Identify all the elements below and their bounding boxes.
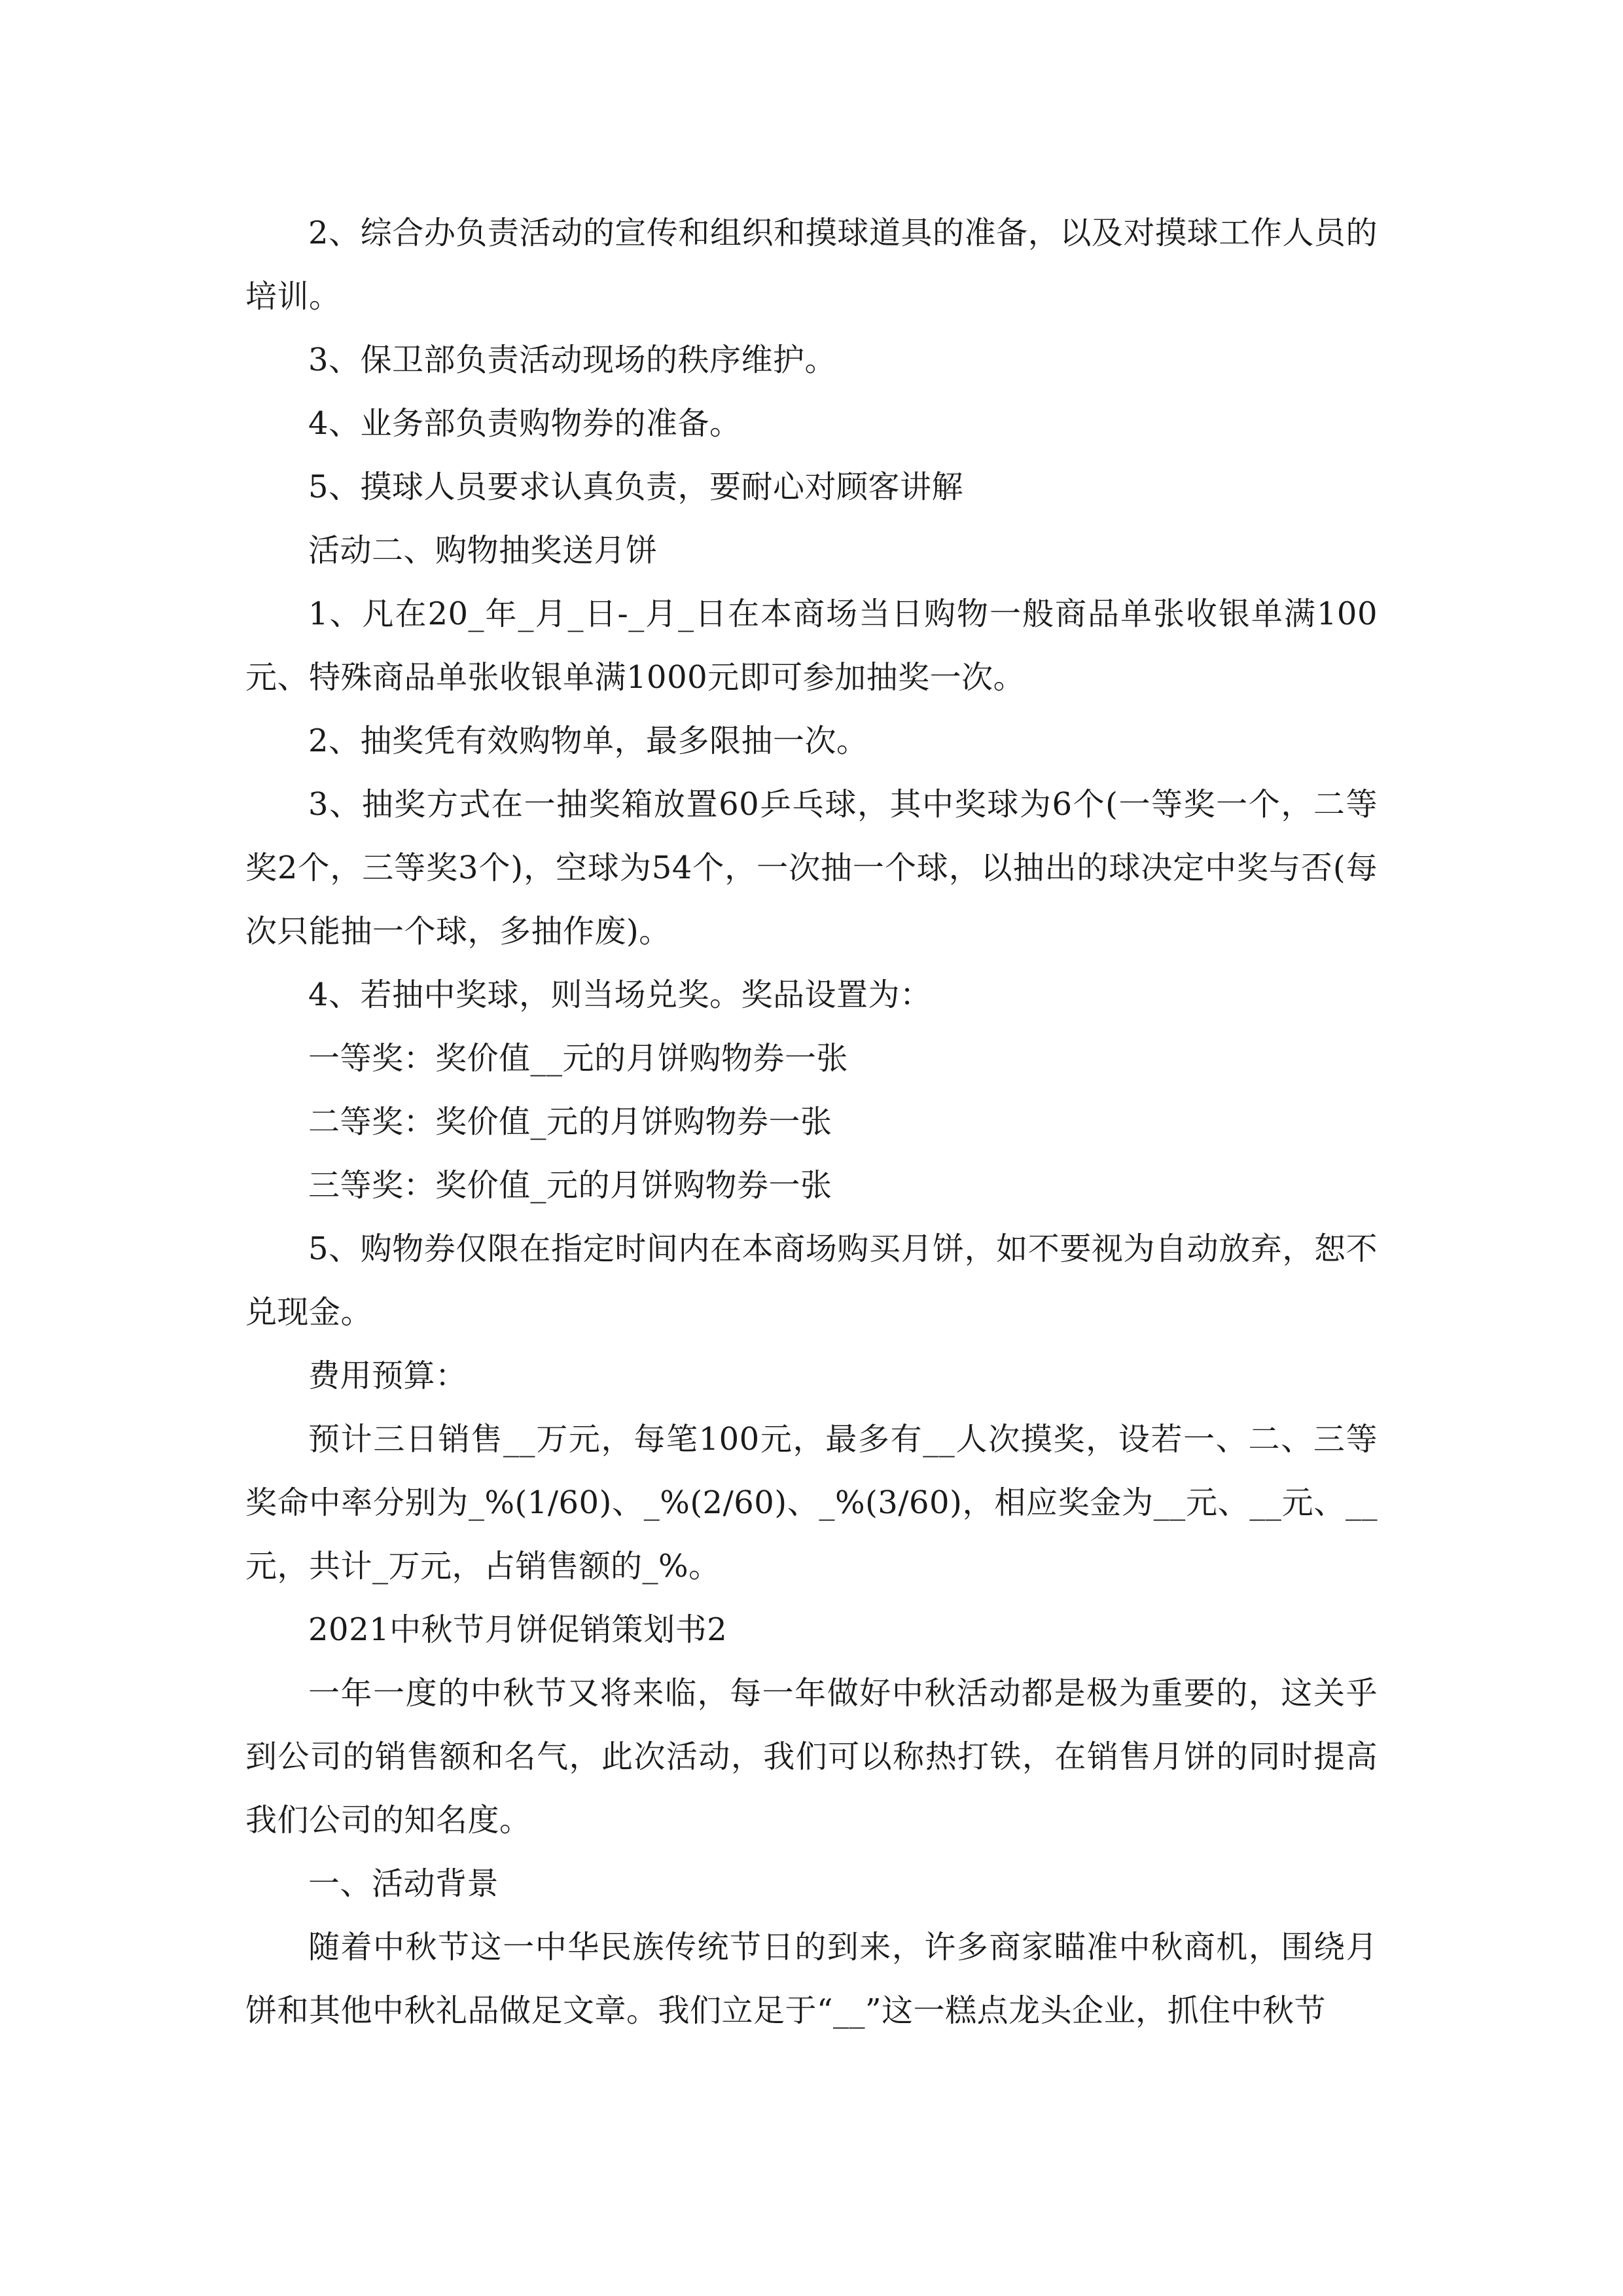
prize-second: 二等奖：奖价值_元的月饼购物券一张 — [308, 1103, 832, 1140]
paragraph-17: 一年一度的中秋节又将来临，每一年做好中秋活动都是极为重要的，这关乎到公司的销售额和名气，此次活动，我们可以称热打铁，在销售月饼的同时提高我们公司的知名度。 — [245, 1675, 1378, 1839]
prize-third: 三等奖：奖价值_元的月饼购物券一张 — [308, 1167, 832, 1204]
paragraph-4: 5、摸球人员要求认真负责，要耐心对顾客讲解 — [308, 469, 964, 505]
paragraph-13: 5、购物券仅限在指定时间内在本商场购买月饼，如不要视为自动放弃，恕不兑现金。 — [245, 1230, 1378, 1331]
paragraph-8: 3、抽奖方式在一抽奖箱放置60乒乓球，其中奖球为6个(一等奖一个，二等奖2个，三等奖3个)，空球为54个，一次抽一个球，以抽出的球决定中奖与否(每次只能抽一个球，多抽作废)。 — [245, 786, 1378, 950]
paragraph-7: 2、抽奖凭有效购物单，最多限抽一次。 — [308, 723, 868, 759]
document-body — [245, 202, 1378, 2043]
paragraph-9: 4、若抽中奖球，则当场兑奖。奖品设置为： — [308, 977, 932, 1013]
section-heading-activity-2: 活动二、购物抽奖送月饼 — [308, 532, 658, 569]
section-heading-background: 一、活动背景 — [308, 1865, 499, 1902]
document-subtitle: 2021中秋节月饼促销策划书2 — [308, 1611, 728, 1648]
paragraph-2: 3、保卫部负责活动现场的秩序维护。 — [308, 342, 837, 378]
paragraph-15: 预计三日销售__万元，每笔100元，最多有__人次摸奖，设若一、二、三等奖命中率分别为_%(1/60)、_%(2/60)、_%(3/60)，相应奖金为__元、__元、__元，共计_万元，占销售额的_%。 — [245, 1421, 1378, 1585]
prize-first: 一等奖：奖价值__元的月饼购物券一张 — [308, 1040, 849, 1077]
paragraph-6: 1、凡在20_年_月_日-_月_日在本商场当日购物一般商品单张收银单满100元、特殊商品单张收银单满1000元即可参加抽奖一次。 — [245, 596, 1378, 696]
paragraph-19: 随着中秋节这一中华民族传统节日的到来，许多商家瞄准中秋商机，围绕月饼和其他中秋礼品做足文章。我们立足于“__”这一糕点龙头企业，抓住中秋节 — [245, 1929, 1378, 2029]
section-heading-budget: 费用预算： — [308, 1357, 467, 1394]
paragraph-3: 4、业务部负责购物券的准备。 — [308, 405, 741, 442]
paragraph-1: 2、综合办负责活动的宣传和组织和摸球道具的准备，以及对摸球工作人员的培训。 — [245, 215, 1378, 315]
